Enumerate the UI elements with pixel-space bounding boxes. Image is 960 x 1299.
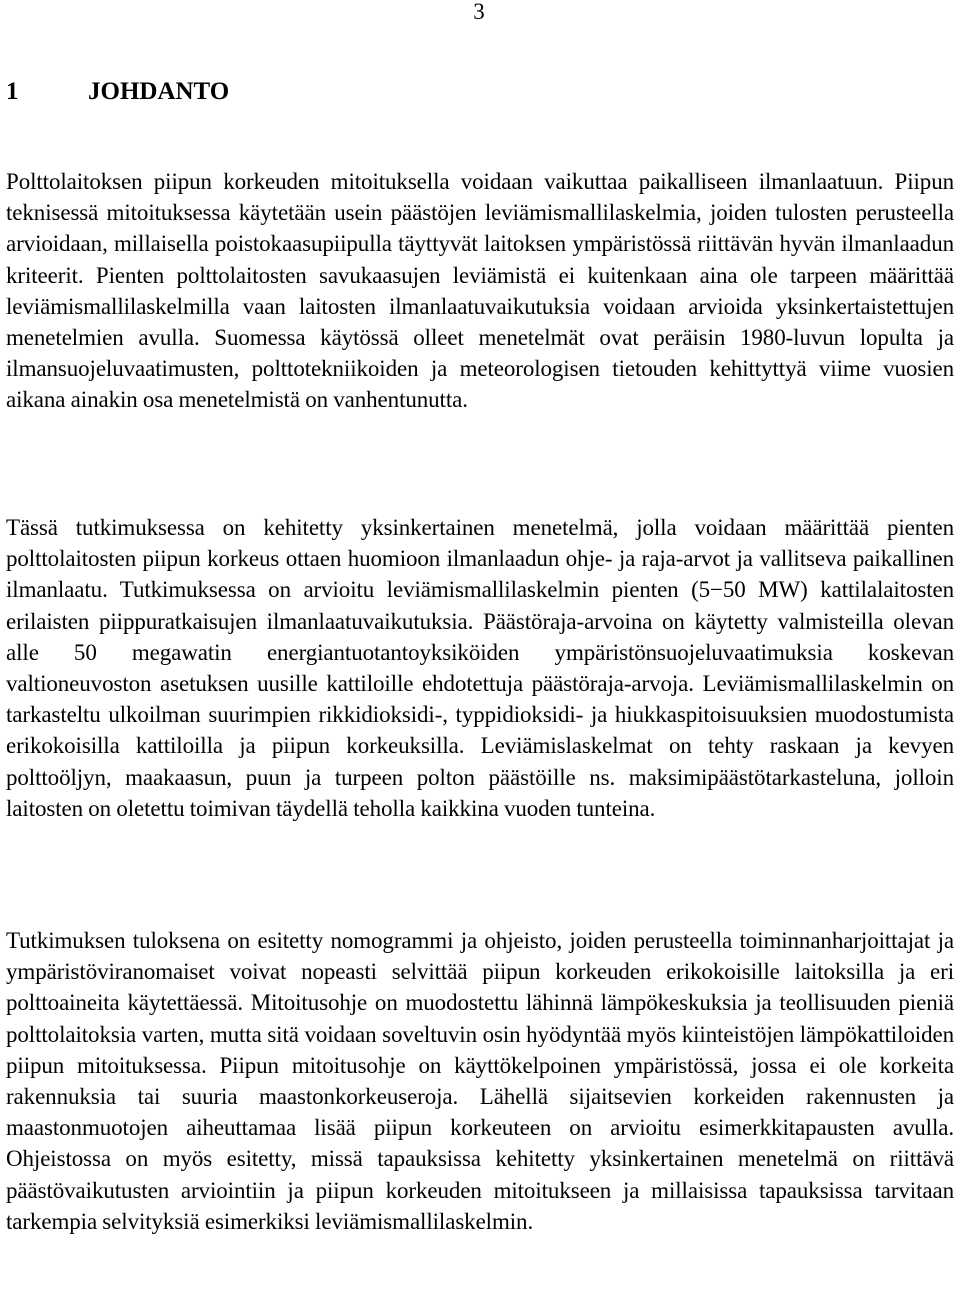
page-number: 3 xyxy=(473,0,485,24)
chapter-title: JOHDANTO xyxy=(88,78,230,105)
body-paragraph: Tässä tutkimuksessa on kehitetty yksinkertainen menetelmä, jolla voidaan määrittää pienten polttolaitosten piipun korkeus ottaen huomioon ilmanlaadun ohje- ja raja-arvot ja vallitseva paikallinen ilmanlaatu. Tutkimuksessa on arvioitu leviämismallilaskelmin pienten (5−50 MW) kattilalaitosten erilaisten piippuratkaisujen ilmanlaatuvaikutuksia. Päästöraja-arvoina on käytetty valmisteilla olevan alle 50 megawatin energiantuotantoyksiköiden ympäristönsuojeluvaatimuksia koskevan valtioneuvoston asetuksen uusille kattiloille ehdotettuja päästöraja-arvoja. Leviämismallilaskelmin on tarkasteltu ulkoilman suurimpien rikkidioksidi-, typpidioksidi- ja hiukkaspitoisuuksien muodostumista erikokoisilla kattiloilla ja piipun korkeuksilla. Leviämislaskelmat on tehty raskaan ja kevyen polttoöljyn, maakaasun, puun ja turpeen polton päästöille ns. maksimipäästötarkasteluna, jolloin laitosten on oletettu toimivan täydellä teholla kaikkina vuoden tunteina. xyxy=(6,515,954,821)
body-paragraph: Tutkimuksen tuloksena on esitetty nomogrammi ja ohjeisto, joiden perusteella toiminnanharjoittajat ja ympäristöviranomaiset voivat nopeasti selvittää piipun korkeuden erikokoisille laitoksilla ja eri polttoaineita käytettäessä. Mitoitusohje on muodostettu lähinnä lämpökeskuksia ja teollisuuden pieniä polttolaitoksia varten, mutta sitä voidaan soveltuvin osin hyödyntää myös kiinteistöjen lämpökattiloiden piipun mitoituksessa. Piipun mitoitusohje on käyttökelpoinen ympäristössä, jossa ei ole korkeita rakennuksia tai suuria maastonkorkeuseroja. Lähellä sijaitsevien korkeiden rakennusten ja maastonmuotojen aiheuttamaa lisää piipun korkeuteen on arvioitu esimerkkitapausten avulla. Ohjeistossa on myös esitetty, missä tapauksissa kehitetty yksinkertainen menetelmä on riittävä päästövaikutusten arviointiin ja piipun korkeuden mitoitukseen ja millaisissa tapauksissa tarvitaan tarkempia selvityksiä esimerkiksi leviämismallilaskelmin. xyxy=(6,928,954,1234)
chapter-heading xyxy=(6,75,229,109)
body-paragraph: Polttolaitoksen piipun korkeuden mitoituksella voidaan vaikuttaa paikalliseen ilmanlaatuun. Piipun teknisessä mitoituksessa käytetään usein päästöjen leviämismallilaskelmia, joiden tulosten perusteella arvioidaan, millaisella poistokaasupiipulla täyttyvät laitoksen ympäristössä riittävän hyvän ilmanlaadun kriteerit. Pienten polttolaitosten savukaasujen leviämistä ei kuitenkaan aina ole tarpeen määrittää leviämismallilaskelmilla vaan laitosten ilmanlaatuvaikutuksia voidaan arvioida yksinkertaistettujen menetelmien avulla. Suomessa käytössä olleet menetelmät ovat peräisin 1980-luvun lopulta ja ilmansuojeluvaatimusten, polttotekniikoiden ja meteorologisen tietouden kehittyttyä viime vuosien aikana ainakin osa menetelmistä on vanhentunutta. xyxy=(6,169,954,413)
chapter-number: 1 xyxy=(6,78,19,105)
